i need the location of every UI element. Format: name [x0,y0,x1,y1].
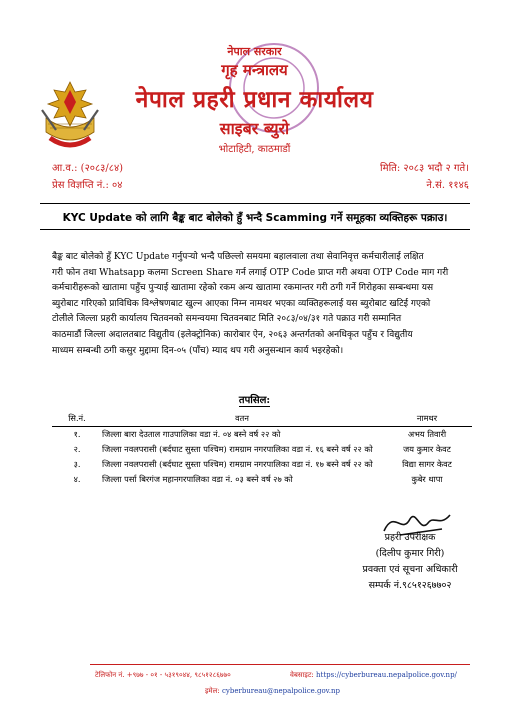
body-line: काठमाडौं जिल्ला अदालतबाट विद्युतीय (इलेक्ट्रोनिक) कारोबार ऐन, २०६३ अन्तर्गतको अनधिकृत पहुँच र विद्युतीय [52,329,413,340]
column-header-name: नामथर [382,410,472,427]
signatory-name: (दिलीप कुमार गिरी) [375,548,445,559]
row-sn: १. [73,429,81,439]
header-address: भोटाहिटी, काठमाडौं [218,144,291,155]
row-sn: ४. [73,474,81,484]
footer-website-label: वेबसाइट: [290,671,314,679]
table-row [52,472,472,487]
body-line: कर्मचारीहरूको खातामा पहुँच पुर्‍याई खातामा रहेको रकम अन्य खातामा रकमान्तर गरी ठगी गर्ने गिरोहका सम्बन्धमा यस [52,283,434,294]
header-bureau: साइबर ब्युरो [219,119,290,138]
row-name: विद्या सागर केवट [402,459,452,469]
row-sn: ३. [73,459,81,469]
row-name: जय कुमार केवट [403,444,451,454]
fiscal-year: आ.व.: (२०८३/८४) [52,163,124,174]
footer-email [205,687,340,696]
table-row [52,442,472,457]
table-header-row [52,410,472,427]
row-sn: २. [73,444,81,454]
title-top-rule [40,203,470,204]
details-heading [0,392,509,406]
body-line: माध्यम सम्बन्धी ठगी कसुर मुद्दामा दिन-०५ (पाँच) म्याद थप गरी अनुसन्धान कार्य भइरहेको। [52,345,344,356]
table-row [52,457,472,472]
body-line: बैङ्क बाट बोलेको हुँ KYC Update गर्नुपर्‍यो भन्दै पछिल्लो समयमा बहालवाला तथा सेवानिवृत्त कर्मचारीलाई लक्षित [52,252,424,262]
press-release-number: प्रेस विज्ञप्ति नं.: ०४ [52,180,123,191]
body-line: टोलीले जिल्ला प्रहरी कार्यालय चितवनको समन्वयमा चितवनबाट मिति २०८३/०४/३१ गते पक्राउ गरी सम्मानित [52,314,402,325]
row-address: जिल्ला बारा देउताल गाउपालिका वडा नं. ०४ बस्ने वर्ष २२ को [102,429,281,439]
table-row [52,427,472,443]
header-ministry: गृह मन्त्रालय [221,61,288,79]
press-release-title: KYC Update को लागि बैङ्क बाट बोलेको हुँ भन्दै Scamming गर्ने समूहका व्यक्तिहरू पक्राउ। [62,212,448,224]
footer-website [290,671,457,680]
body-line: ब्युरोबाट गरिएको प्राविधिक विश्लेषणबाट खुल्न आएका निम्न नामथर भएका व्यक्तिहरूलाई यस ब्युरोबाट खटिई गएको [52,298,431,309]
row-address: जिल्ला पर्सा बिरगंज महानगरपालिका वडा नं. ०३ बस्ने वर्ष २७ को [102,474,293,484]
reference-number: ने.सं. ११४६ [426,180,469,191]
signatory-role: प्रवक्ता एवं सूचना अधिकारी [362,564,458,575]
title-bottom-rule [40,229,470,230]
release-date: मिति: २०८३ भदौ २ गते। [380,163,469,174]
row-name: अभय तिवारी [407,429,447,439]
column-header-sn: सि.नं. [52,410,102,427]
details-heading-text: तपसिल: [238,395,271,406]
website-link[interactable]: https://cyberbureau.nepalpolice.gov.np/ [316,671,457,679]
arrested-persons-table [52,410,472,487]
footer-phone: टेलिफोन नं. +९७७ - ०१ - ५३१९०४४, ९८५१२८६७७० [95,671,231,679]
footer-rule [90,664,470,665]
signatory-rank: प्रहरी उपरीक्षक [384,532,436,543]
email-link[interactable]: cyberbureau@nepalpolice.gov.np [221,687,341,695]
signatory-contact: सम्पर्क नं.९८५१२६७७०२ [368,580,452,591]
header-government: नेपाल सरकार [227,45,282,58]
body-paragraph [52,250,472,359]
header-office: नेपाल प्रहरी प्रधान कार्यालय [135,86,374,113]
column-header-address: वतन [102,410,382,427]
footer-email-label: इमेल: [205,687,220,695]
row-address: जिल्ला नवलपरासी (बर्दघाट सुस्ता पश्चिम) रामग्राम नगरपालिका वडा नं. १७ बस्ने वर्ष २२ को [102,459,373,469]
row-name: कुबेर थापा [411,474,443,484]
body-line: गरी फोन तथा Whatsapp कलमा Screen Share गर्न लगाई OTP Code प्राप्त गरी अथवा OTP Code माग गरी [52,267,449,278]
row-address: जिल्ला नवलपरासी (बर्दघाट सुस्ता पश्चिम) रामग्राम नगरपालिका वडा नं. १६ बस्ने वर्ष २२ को [102,444,373,454]
